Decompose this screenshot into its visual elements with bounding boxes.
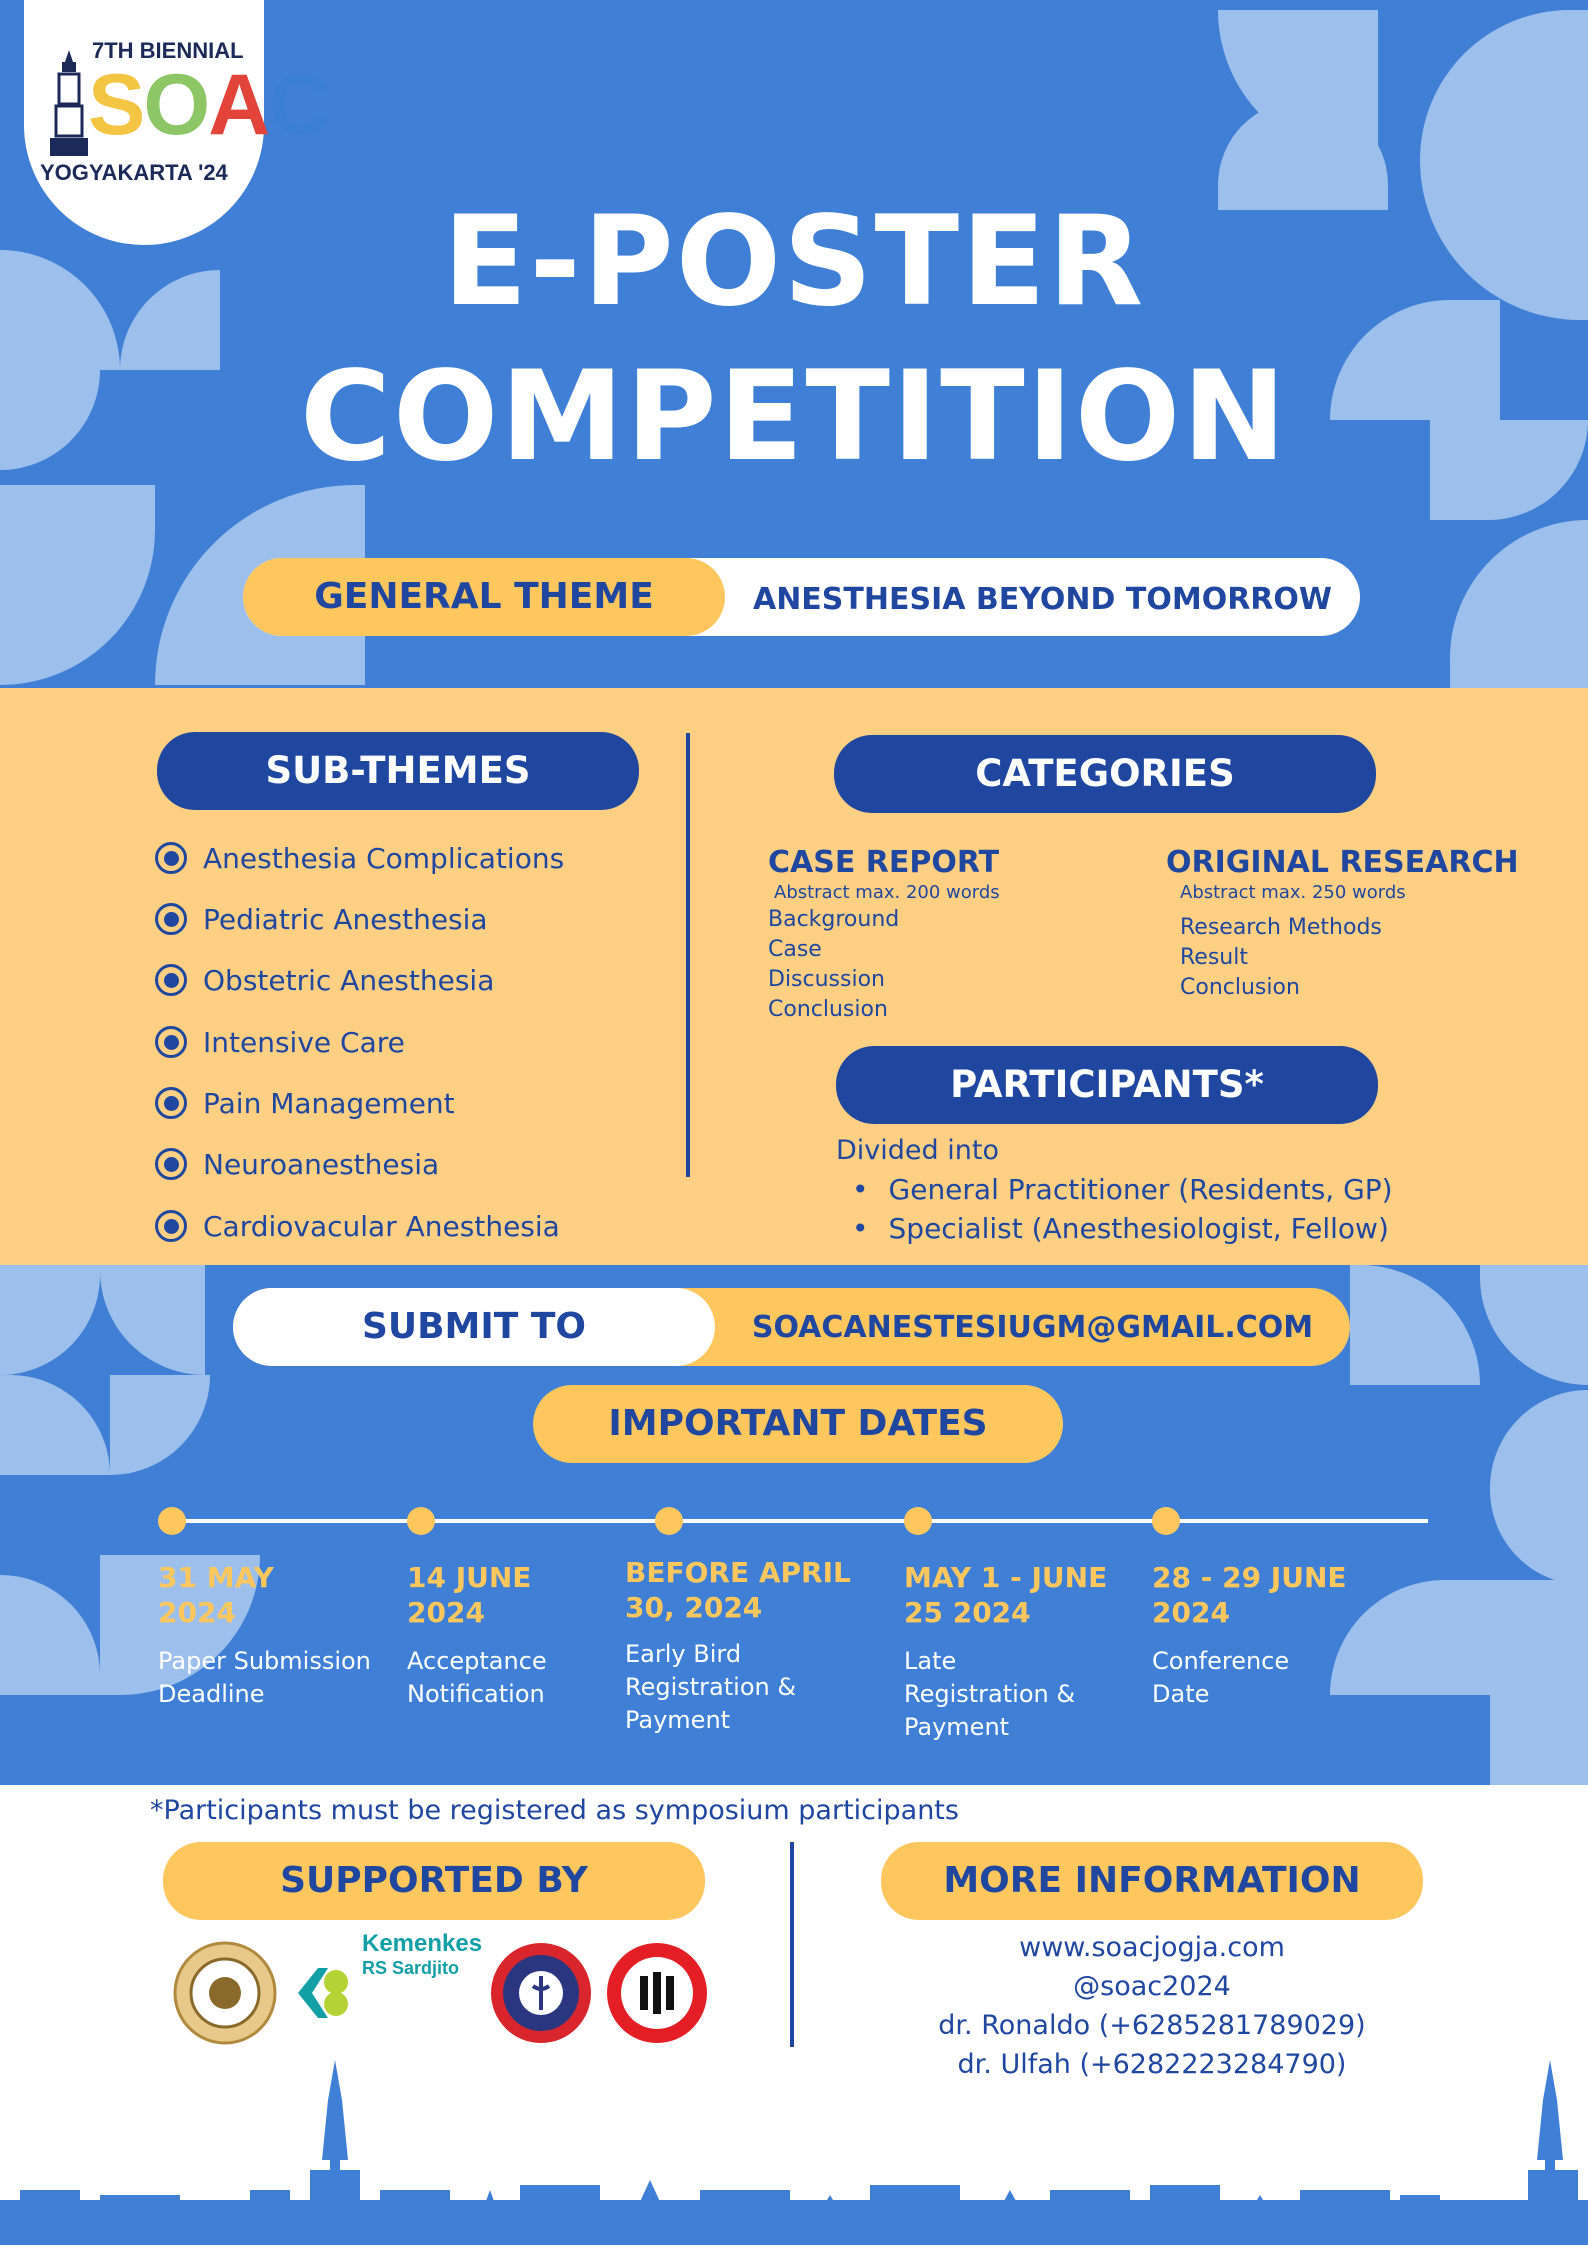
original-research-item: Research Methods xyxy=(1180,915,1382,940)
decor-shape xyxy=(1450,520,1588,688)
radio-bullet-icon xyxy=(155,842,187,874)
participants-intro: Divided into xyxy=(836,1135,999,1166)
subtheme-label: Neuroanesthesia xyxy=(203,1147,440,1181)
case-report-item: Background xyxy=(768,907,900,932)
decor-shape xyxy=(1330,1580,1490,1695)
logo-letter: C xyxy=(268,57,329,153)
decor-shape xyxy=(110,1375,210,1475)
desc-line: Payment xyxy=(625,1706,731,1734)
kemenkes-name: Kemenkes xyxy=(362,1930,483,1957)
logo-letter: O xyxy=(143,57,209,153)
timeline-dot xyxy=(655,1507,683,1535)
original-research-limit: Abstract max. 250 words xyxy=(1180,882,1406,903)
subtheme-item xyxy=(155,1083,455,1123)
participant-item: • Specialist (Anesthesiologist, Fellow) xyxy=(852,1212,1389,1245)
desc-line: Paper Submission xyxy=(158,1647,371,1675)
decor-shape xyxy=(0,1265,100,1375)
subtheme-label: Anesthesia Complications xyxy=(203,841,565,875)
kemenkes-subtitle: RS Sardjito xyxy=(362,1958,460,1978)
subtheme-label: Cardiovacular Anesthesia xyxy=(203,1209,560,1243)
city-skyline-icon xyxy=(0,2040,1588,2245)
idi-logo-icon xyxy=(604,1940,710,2046)
decor-shape xyxy=(1490,1490,1588,1585)
subtheme-item xyxy=(155,960,494,1000)
date-line: 25 2024 xyxy=(904,1596,1031,1629)
perdatin-seal-icon xyxy=(488,1940,594,2046)
timeline-description xyxy=(625,1638,796,1737)
decor-shape xyxy=(1350,1265,1480,1385)
date-line: 31 MAY xyxy=(158,1561,274,1594)
decor-shape xyxy=(1480,1265,1588,1385)
social-handle[interactable]: @soac2024 xyxy=(1073,1971,1231,2002)
website-link[interactable]: www.soacjogja.com xyxy=(1019,1932,1285,1963)
case-report-item: Discussion xyxy=(768,967,885,992)
theme-value: ANESTHESIA BEYOND TOMORROW xyxy=(752,582,1332,617)
contact-person: dr. Ronaldo (+6285281789029) xyxy=(938,2010,1366,2041)
date-line: 2024 xyxy=(407,1596,485,1629)
radio-bullet-icon xyxy=(155,903,187,935)
date-line: 2024 xyxy=(1152,1596,1230,1629)
logo-wordmark xyxy=(88,57,329,153)
timeline-dot xyxy=(904,1507,932,1535)
date-line: 14 JUNE xyxy=(407,1561,532,1594)
subtheme-item xyxy=(155,838,564,878)
desc-line: Date xyxy=(1152,1680,1210,1708)
decor-shape xyxy=(0,1375,110,1475)
date-line: 28 - 29 JUNE xyxy=(1152,1561,1347,1594)
decor-shape xyxy=(0,485,155,685)
timeline-dot xyxy=(1152,1507,1180,1535)
radio-bullet-icon xyxy=(155,1087,187,1119)
date-line: 30, 2024 xyxy=(625,1591,763,1624)
divider xyxy=(686,733,690,1177)
desc-line: Late xyxy=(904,1647,957,1675)
participants-heading: PARTICIPANTS* xyxy=(836,1046,1378,1124)
supported-heading: SUPPORTED BY xyxy=(163,1842,705,1920)
timeline-date xyxy=(158,1560,274,1630)
case-report-limit: Abstract max. 200 words xyxy=(774,882,1000,903)
timeline-line xyxy=(170,1519,1428,1523)
decor-shape xyxy=(1490,1390,1588,1490)
radio-bullet-icon xyxy=(155,1026,187,1058)
page-title-line2: COMPETITION xyxy=(299,345,1289,489)
desc-line: Deadline xyxy=(158,1680,265,1708)
participant-item: • General Practitioner (Residents, GP) xyxy=(852,1173,1393,1206)
more-info-heading: MORE INFORMATION xyxy=(881,1842,1423,1920)
timeline-date xyxy=(904,1560,1107,1630)
subtheme-label: Intensive Care xyxy=(203,1025,405,1059)
logo-letter: A xyxy=(208,57,269,153)
logo-location: YOGYAKARTA '24 xyxy=(40,160,228,185)
desc-line: Acceptance xyxy=(407,1647,547,1675)
decor-shape xyxy=(1420,10,1588,160)
subtheme-item xyxy=(155,1022,405,1062)
timeline-dot xyxy=(158,1507,186,1535)
dates-heading: IMPORTANT DATES xyxy=(533,1385,1063,1463)
case-report-item: Case xyxy=(768,937,822,962)
subthemes-heading: SUB-THEMES xyxy=(157,732,639,810)
ugm-seal-icon xyxy=(172,1940,278,2046)
subtheme-item xyxy=(155,1144,439,1184)
original-research-item: Conclusion xyxy=(1180,975,1300,1000)
desc-line: Notification xyxy=(407,1680,545,1708)
categories-heading: CATEGORIES xyxy=(834,735,1376,813)
desc-line: Registration & xyxy=(904,1680,1076,1708)
subtheme-item xyxy=(155,899,488,939)
subtheme-label: Pain Management xyxy=(203,1086,455,1120)
submit-label: SUBMIT TO xyxy=(361,1306,587,1347)
timeline-description xyxy=(904,1645,1075,1744)
decor-shape xyxy=(0,1575,100,1695)
desc-line: Early Bird xyxy=(625,1640,742,1668)
desc-line: Conference xyxy=(1152,1647,1290,1675)
radio-bullet-icon xyxy=(155,1210,187,1242)
date-line: BEFORE APRIL xyxy=(625,1556,851,1589)
logo-subtitle: 7TH BIENNIAL xyxy=(92,38,244,63)
theme-label: GENERAL THEME xyxy=(314,576,654,617)
subtheme-label: Obstetric Anesthesia xyxy=(203,963,495,997)
divider xyxy=(790,1842,794,2047)
timeline-description xyxy=(1152,1645,1289,1711)
date-line: 2024 xyxy=(158,1596,236,1629)
subtheme-item xyxy=(155,1206,560,1246)
decor-shape xyxy=(100,1265,205,1375)
desc-line: Registration & xyxy=(625,1673,797,1701)
timeline-date xyxy=(1152,1560,1347,1630)
subtheme-label: Pediatric Anesthesia xyxy=(203,902,488,936)
case-report-item: Conclusion xyxy=(768,997,888,1022)
original-research-title: ORIGINAL RESEARCH xyxy=(1166,845,1519,880)
timeline-description xyxy=(407,1645,547,1711)
tugu-tower-icon xyxy=(44,48,94,160)
original-research-item: Result xyxy=(1180,945,1248,970)
radio-bullet-icon xyxy=(155,1148,187,1180)
contact-person: dr. Ulfah (+6282223284790) xyxy=(957,2049,1347,2080)
desc-line: Payment xyxy=(904,1713,1010,1741)
logo-letter: S xyxy=(88,57,144,153)
decor-shape xyxy=(1490,1580,1588,1785)
kemenkes-logo-icon xyxy=(284,1962,356,2024)
timeline-date xyxy=(407,1560,531,1630)
radio-bullet-icon xyxy=(155,964,187,996)
date-line: MAY 1 - JUNE xyxy=(904,1561,1108,1594)
timeline-date xyxy=(625,1555,851,1625)
case-report-title: CASE REPORT xyxy=(768,845,1000,880)
submit-email[interactable]: SOACANESTESIUGM@GMAIL.COM xyxy=(751,1310,1314,1345)
timeline-dot xyxy=(407,1507,435,1535)
timeline-description xyxy=(158,1645,371,1711)
page-title-line1: E-POSTER xyxy=(442,190,1146,334)
footnote: *Participants must be registered as symposium participants xyxy=(150,1795,959,1826)
